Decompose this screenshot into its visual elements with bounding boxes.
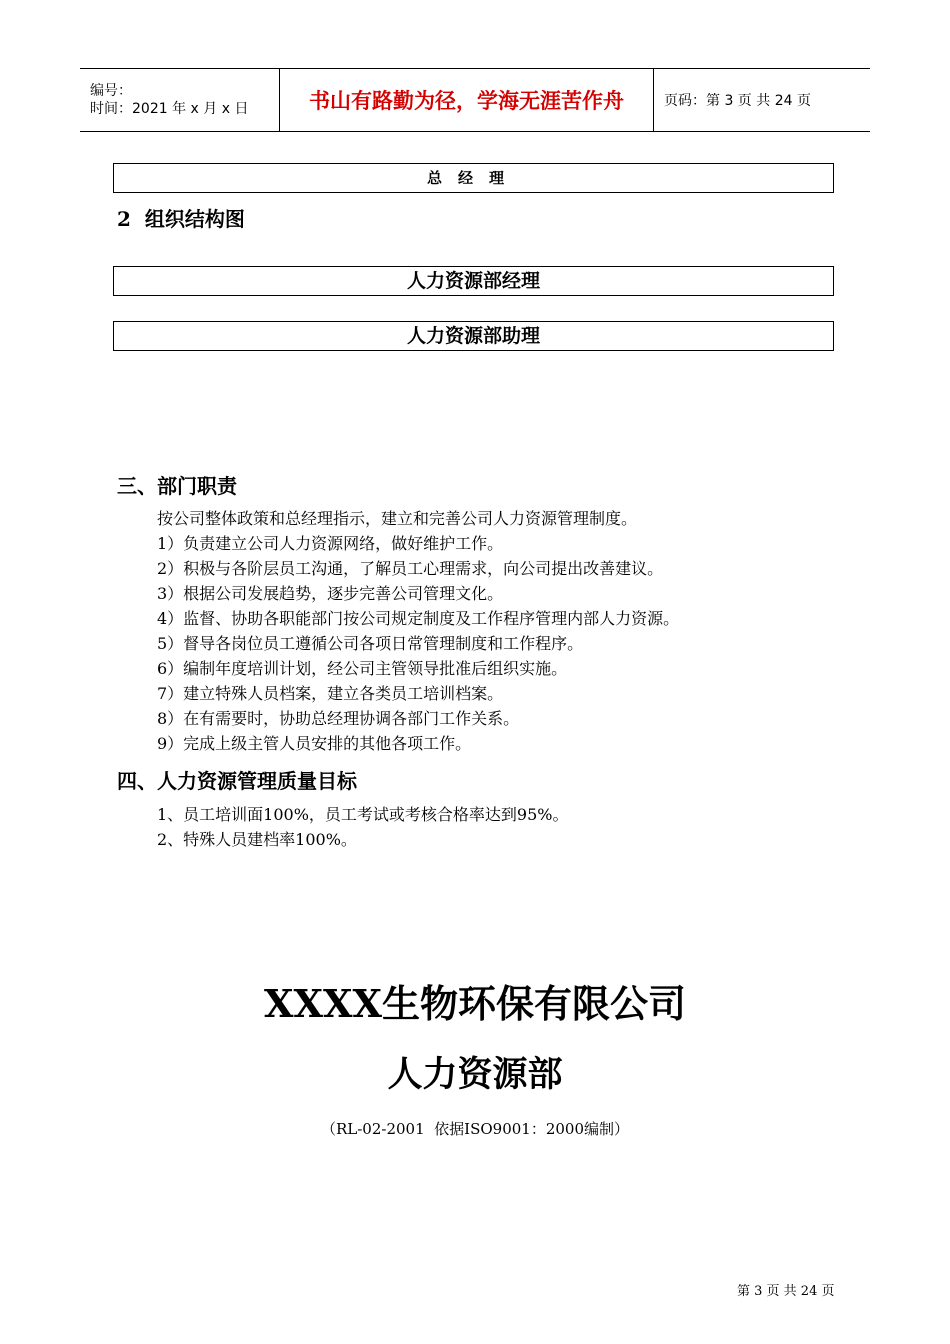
duty-item: 1）负责建立公司人力资源网络，做好维护工作。 [157, 534, 504, 553]
quality-goals-list [157, 802, 837, 852]
duty-item: 4）监督、协助各职能部门按公司规定制度及工作程序管理内部人力资源。 [157, 609, 680, 628]
duty-item: 6）编制年度培训计划，经公司主管领导批准后组织实施。 [157, 659, 568, 678]
company-name: XXXX生物环保有限公司 [264, 981, 686, 1026]
org-box-hr-manager: 人力资源部经理 [113, 266, 834, 296]
page-header [80, 68, 870, 132]
org-box-hr-assistant: 人力资源部助理 [113, 321, 834, 351]
duties-list [157, 506, 837, 756]
department-title: 人力资源部 [387, 1054, 563, 1095]
duty-item: 7）建立特殊人员档案，建立各类员工培训档案。 [157, 684, 504, 703]
doc-time-label: 时间：2021 年 x 月 x 日 [90, 101, 249, 117]
doc-number-label: 编号： [90, 83, 132, 99]
duty-item: 9）完成上级主管人员安排的其他各项工作。 [157, 734, 472, 753]
header-motto: 书山有路勤为径，学海无涯苦作舟 [280, 69, 654, 131]
document-code: （RL-02-2001 依据ISO9001：2000编制） [320, 1120, 630, 1138]
header-info-cell [80, 69, 280, 131]
goal-item: 2、特殊人员建档率100%。 [157, 830, 357, 849]
org-chart-heading: 2 组织结构图 [117, 207, 245, 231]
duties-intro: 按公司整体政策和总经理指示，建立和完善公司人力资源管理制度。 [157, 509, 638, 528]
duty-item: 5）督导各岗位员工遵循公司各项日常管理制度和工作程序。 [157, 634, 584, 653]
duty-item: 2）积极与各阶层员工沟通，了解员工心理需求，向公司提出改善建议。 [157, 559, 664, 578]
duty-item: 8）在有需要时，协助总经理协调各部门工作关系。 [157, 709, 520, 728]
header-page-number: 页码：第 3 页 共 24 页 [664, 93, 811, 109]
duty-item: 3）根据公司发展趋势，逐步完善公司管理文化。 [157, 584, 504, 603]
org-box-general-manager: 总经理 [113, 163, 834, 193]
footer-page-number: 第 3 页 共 24 页 [737, 1284, 835, 1299]
quality-goals-heading: 四、人力资源管理质量目标 [117, 769, 357, 793]
duties-heading: 三、部门职责 [117, 474, 237, 498]
goal-item: 1、员工培训面100%，员工考试或考核合格率达到95%。 [157, 805, 569, 824]
